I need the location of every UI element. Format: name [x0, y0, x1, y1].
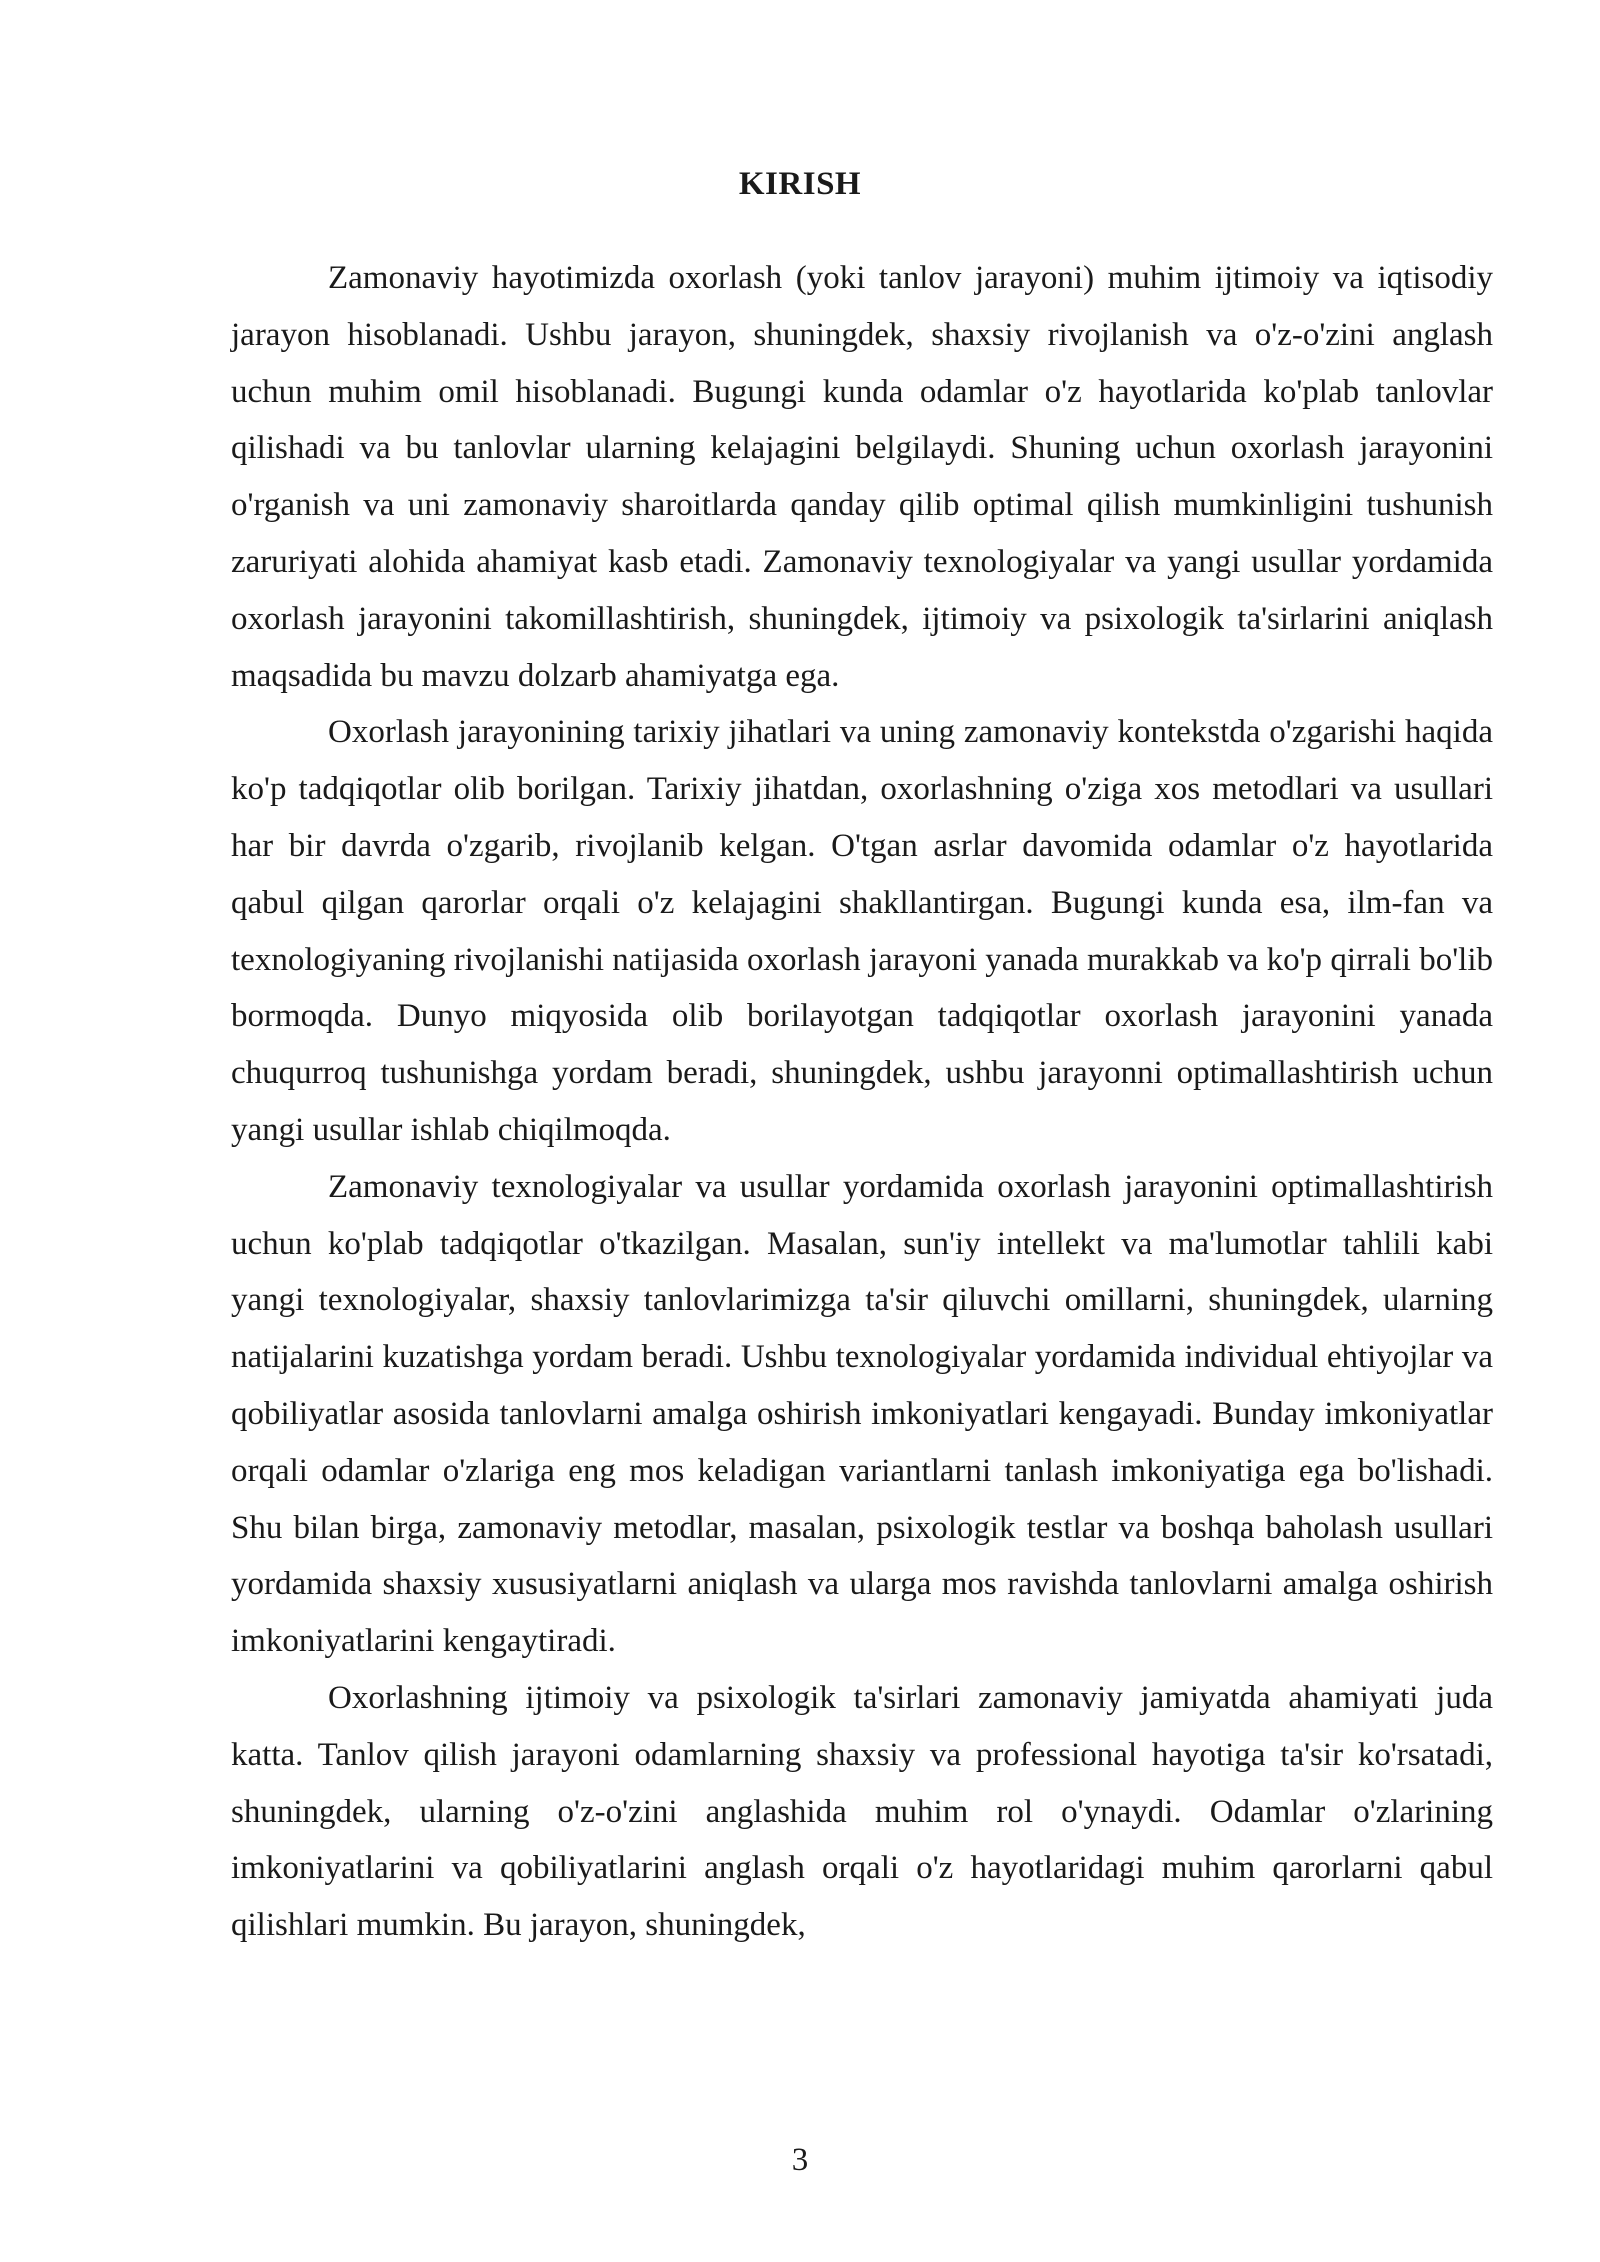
body-text [231, 250, 1493, 1954]
paragraph-2: Oxorlash jarayonining tarixiy jihatlari va uning zamonaviy kontekstda o'zgarishi haqida ko'p tadqiqotlar olib borilgan. Tarixiy jihatdan, oxorlashning o'ziga xos metodlari va usullari har bir davrda o'zgarib, rivojlanib kelgan. O'tgan asrlar davomida odamlar o'z hayotlarida qabul qilgan qarorlar orqali o'z kelajagini shakllantirgan. Bugungi kunda esa, ilm-fan va texnologiyaning rivojlanishi natijasida oxorlash jarayoni yanada murakkab va ko'p qirrali bo'lib bormoqda. Dunyo miqyosida olib borilayotgan tadqiqotlar oxorlash jarayonini yanada chuqurroq tushunishga yordam beradi, shuningdek, ushbu jarayonni optimallashtirish uchun yangi usullar ishlab chiqilmoqda. [231, 714, 1493, 1148]
paragraph-4: Oxorlashning ijtimoiy va psixologik ta'sirlari zamonaviy jamiyatda ahamiyati juda katta. Tanlov qilish jarayoni odamlarning shaxsiy va professional hayotiga ta'sir ko'rsatadi, shuningdek, ularning o'z-o'zini anglashida muhim rol o'ynaydi. Odamlar o'zlarining imkoniyatlarini va qobiliyatlarini anglash orqali o'z hayotlaridagi muhim qarorlarni qabul qilishlari mumkin. Bu jarayon, shuningdek, [231, 1679, 1493, 1944]
paragraph-3: Zamonaviy texnologiyalar va usullar yordamida oxorlash jarayonini optimallashtirish uchun ko'plab tadqiqotlar o'tkazilgan. Masalan, sun'iy intellekt va ma'lumotlar tahlili kabi yangi texnologiyalar, shaxsiy tanlovlarimizga ta'sir qiluvchi omillarni, shuningdek, ularning natijalarini kuzatishga yordam beradi. Ushbu texnologiyalar yordamida individual ehtiyojlar va qobiliyatlar asosida tanlovlarni amalga oshirish imkoniyatlari kengayadi. Bunday imkoniyatlar orqali odamlar o'zlariga eng mos keladigan variantlarni tanlash imkoniyatiga ega bo'lishadi. Shu bilan birga, zamonaviy metodlar, masalan, psixologik testlar va boshqa baholash usullari yordamida shaxsiy xususiyatlarni aniqlash va ularga mos ravishda tanlovlarni amalga oshirish imkoniyatlarini kengaytiradi. [231, 1168, 1493, 1660]
page-title: KIRISH [738, 166, 862, 202]
paragraph-1: Zamonaviy hayotimizda oxorlash (yoki tanlov jarayoni) muhim ijtimoiy va iqtisodiy jarayon hisoblanadi. Ushbu jarayon, shuningdek, shaxsiy rivojlanish va o'z-o'zini anglash uchun muhim omil hisoblanadi. Bugungi kunda odamlar o'z hayotlarida ko'plab tanlovlar qilishadi va bu tanlovlar ularning kelajagini belgilaydi. Shuning uchun oxorlash jarayonini o'rganish va uni zamonaviy sharoitlarda qanday qilib optimal qilish mumkinligini tushunish zaruriyati alohida ahamiyat kasb etadi. Zamonaviy texnologiyalar va yangi usullar yordamida oxorlash jarayonini takomillashtirish, shuningdek, ijtimoiy va psixologik ta'sirlarini aniqlash maqsadida bu mavzu dolzarb ahamiyatga ega. [231, 260, 1493, 694]
page-number: 3 [791, 2142, 809, 2178]
